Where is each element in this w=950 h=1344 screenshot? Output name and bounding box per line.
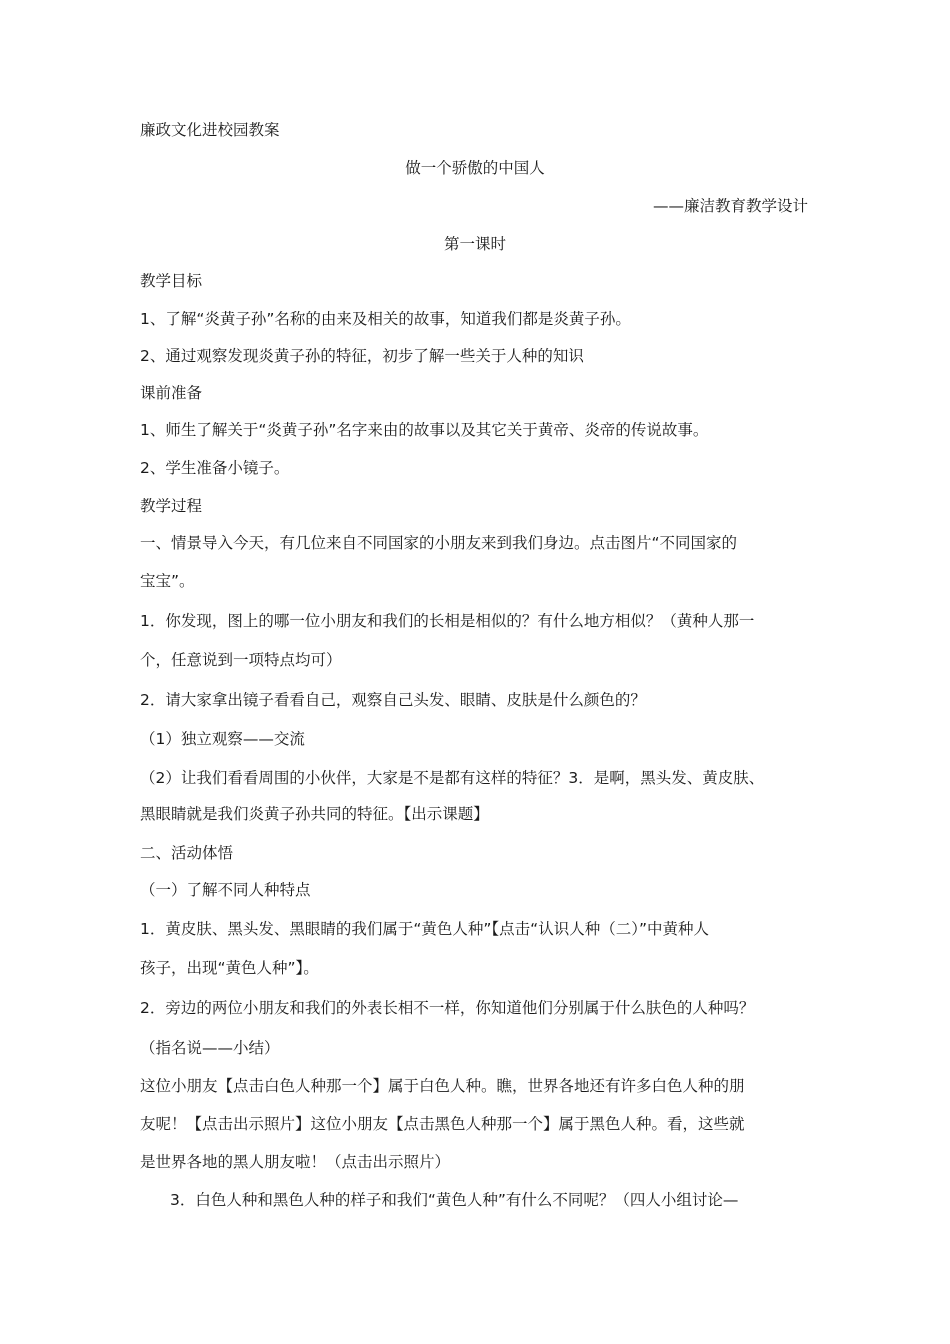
text-line: 2、通过观察发现炎黄子孙的特征，初步了解一些关于人种的知识: [140, 347, 584, 365]
text-line-indented: 3．白色人种和黑色人种的样子和我们“黄色人种”有什么不同呢？（四人小组讨论—: [170, 1191, 739, 1209]
text-line: 二、活动体悟: [140, 844, 234, 862]
text-line: 黑眼睛就是我们炎黄子孙共同的特征。【出示课题】: [140, 805, 489, 823]
text-line: 是世界各地的黑人朋友啦！（点击出示照片）: [140, 1153, 451, 1171]
text-line: （一）了解不同人种特点: [140, 881, 311, 899]
text-line: 一、情景导入今天，有几位来自不同国家的小朋友来到我们身边。点击图片“不同国家的: [140, 534, 738, 552]
text-line: 宝宝”。: [140, 572, 195, 590]
text-line: 2．旁边的两位小朋友和我们的外表长相不一样，你知道他们分别属于什么肤色的人种吗？: [140, 999, 755, 1017]
text-line: 个，任意说到一项特点均可）: [140, 651, 342, 669]
text-line: （1）独立观察——交流: [140, 730, 305, 748]
text-line: 孩子，出现“黄色人种”】。: [140, 959, 319, 977]
text-line: 1、师生了解关于“炎黄子孙”名字来由的故事以及其它关于黄帝、炎帝的传说故事。: [140, 421, 709, 439]
text-line: 1．你发现，图上的哪一位小朋友和我们的长相是相似的？有什么地方相似？（黄种人那一: [140, 612, 755, 630]
text-line: （指名说——小结）: [140, 1039, 280, 1057]
lesson-heading: 第一课时: [443, 235, 506, 253]
text-line: 教学过程: [140, 497, 203, 515]
text-line: 2．请大家拿出镜子看看自己，观察自己头发、眼睛、皮肤是什么颜色的？: [140, 691, 646, 709]
text-line: （2）让我们看看周围的小伙伴，大家是不是都有这样的特征？3．是啊，黑头发、黄皮肤、: [140, 769, 765, 787]
document-header: 廉政文化进校园教案: [140, 121, 280, 139]
text-line: 1．黄皮肤、黑头发、黑眼睛的我们属于“黄色人种”【点击“认识人种（二）”中黄种人: [140, 920, 709, 938]
document-title: 做一个骄傲的中国人: [405, 159, 545, 177]
text-line: 这位小朋友【点击白色人种那一个】属于白色人种。瞧，世界各地还有许多白色人种的朋: [140, 1077, 745, 1095]
text-line: 课前准备: [140, 384, 203, 402]
text-line: 友呢！【点击出示照片】这位小朋友【点击黑色人种那一个】属于黑色人种。看，这些就: [140, 1115, 745, 1133]
document-subtitle: ——廉洁教育教学设计: [652, 197, 808, 215]
text-line: 1、了解“炎黄子孙”名称的由来及相关的故事，知道我们都是炎黄子孙。: [140, 310, 631, 328]
text-line: 2、学生准备小镜子。: [140, 459, 290, 477]
text-line: 教学目标: [140, 272, 203, 290]
